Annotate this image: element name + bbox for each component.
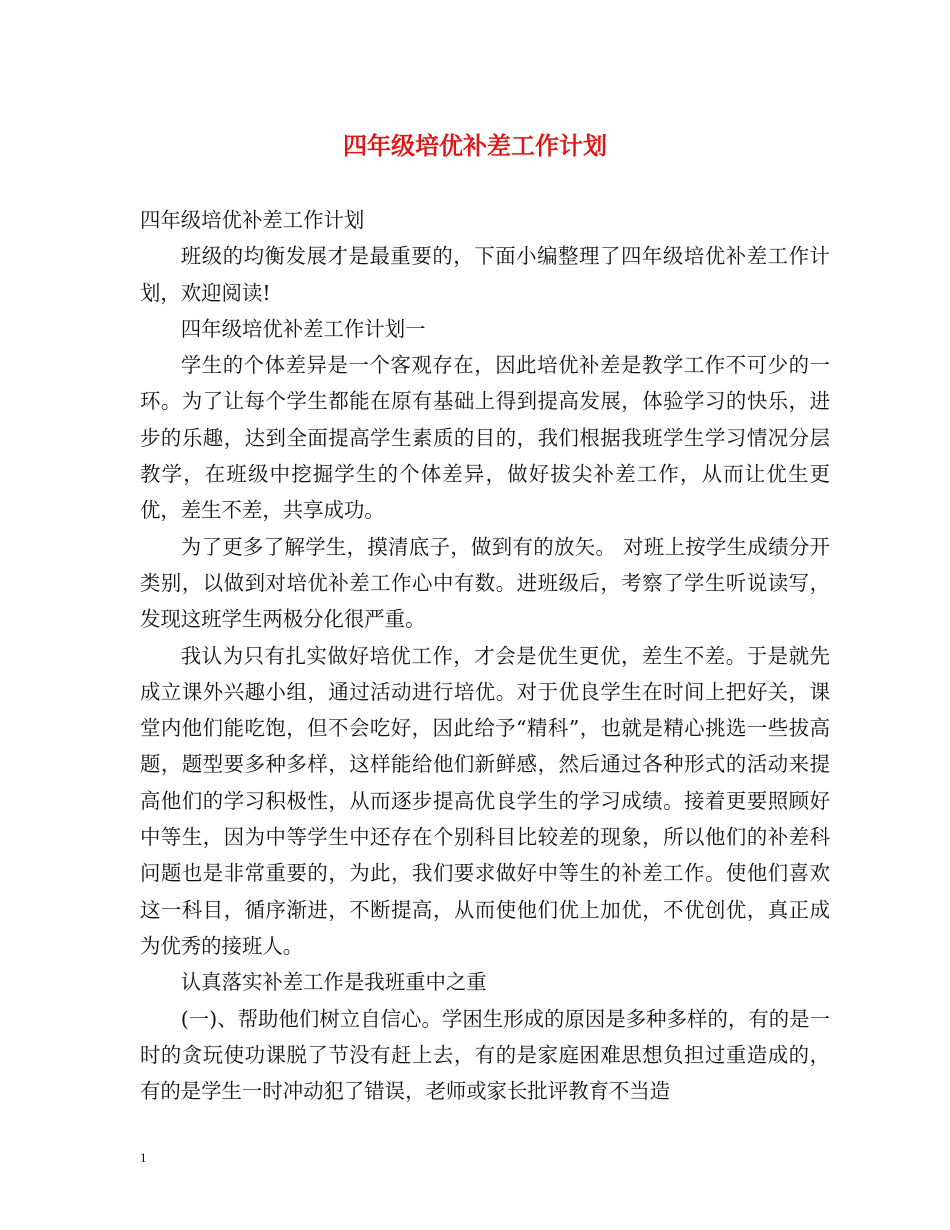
paragraph: 学生的个体差异是一个客观存在，因此培优补差是教学工作不可少的一环。为了让每个学生都能在原有基础上得到提高发展，体验学习的快乐，进步的乐趣，达到全面提高学生素质的目的，我们根据我班学生学习情况分层教学，在班级中挖掘学生的个体差异，做好拔尖补差工作，从而让优生更优，差生不差，共享成功。: [140, 353, 830, 523]
page-number: 1: [140, 1150, 147, 1165]
paragraph: 我认为只有扎实做好培优工作，才会是优生更优，差生不差。于是就先成立课外兴趣小组，通过活动进行培优。对于优良学生在时间上把好关，课堂内他们能吃饱，但不会吃好，因此给予“精科”，也就是精心挑选一些拔高题，题型要多种多样，这样能给他们新鲜感，然后通过各种形式的活动来提高他们的学习积极性，从而逐步提高优良学生的学习成绩。接着更要照顾好中等生，因为中等学生中还存在个别科目比较差的现象，所以他们的补差科问题也是非常重要的，为此，我们要求做好中等生的补差工作。使他们喜欢这一科目，循序渐进，不断提高，从而使他们优上加优，不优创优，真正成为优秀的接班人。: [140, 643, 830, 958]
document-title: 四年级培优补差工作计划: [343, 131, 607, 160]
paragraph: 为了更多了解学生，摸清底子，做到有的放矢。 对班上按学生成绩分开类别，以做到对培优补差工作心中有数。进班级后，考察了学生听说读写，发现这班学生两极分化很严重。: [140, 534, 830, 632]
paragraph-intro: 班级的均衡发展才是最重要的，下面小编整理了四年级培优补差工作计划，欢迎阅读!: [140, 244, 830, 305]
paragraph-section-title: 四年级培优补差工作计划一: [180, 316, 426, 341]
paragraph: (一)、帮助他们树立自信心。学困生形成的原因是多种多样的，有的是一时的贪玩使功课脱了节没有赶上去，有的是家庭困难思想负担过重造成的，有的是学生一时冲动犯了错误，老师或家长批评教育不当造: [140, 1006, 830, 1104]
paragraph-heading: 四年级培优补差工作计划: [140, 208, 365, 232]
paragraph-subheading: 认真落实补差工作是我班重中之重: [180, 970, 487, 995]
document-body: [140, 202, 830, 1109]
